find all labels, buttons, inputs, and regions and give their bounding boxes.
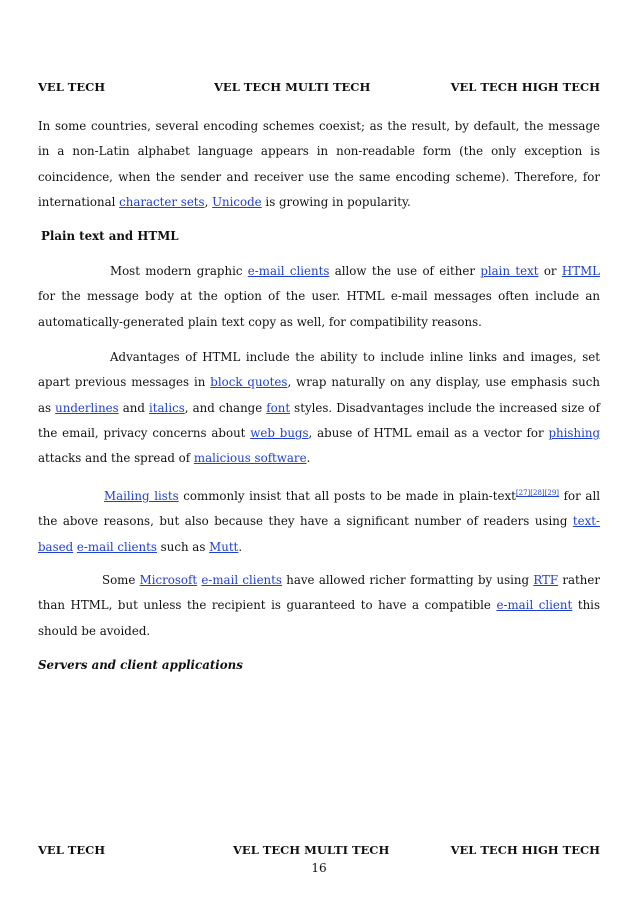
link-email-clients-3[interactable]: e-mail clients — [201, 573, 282, 587]
link-text-based[interactable]: text-based — [38, 514, 600, 554]
link-web-bugs[interactable]: web bugs — [250, 425, 309, 440]
link-italics[interactable]: italics — [149, 400, 185, 415]
reference-28[interactable]: [28] — [530, 489, 545, 497]
header-left: VEL TECH — [38, 80, 106, 94]
paragraph-mailing-lists: Mailing lists commonly insist that all posts to be made in plain-text[27][28][29] for all the above reasons, but also because they have a significant number of readers using text-based e-mail clients such as Mutt. — [38, 488, 601, 554]
link-microsoft[interactable]: Microsoft — [139, 573, 198, 587]
link-email-clients[interactable]: e-mail clients — [247, 264, 330, 278]
footer-left: VEL TECH — [38, 843, 106, 857]
link-plain-text[interactable]: plain text — [480, 264, 539, 278]
link-block-quotes[interactable]: block quotes — [210, 375, 288, 390]
link-mailing-lists[interactable]: Mailing lists — [104, 488, 179, 503]
link-html[interactable]: HTML — [561, 264, 600, 278]
reference-27[interactable]: [27] — [515, 489, 531, 497]
footer-center: VEL TECH MULTI TECH — [233, 843, 390, 857]
footer-right: VEL TECH HIGH TECH — [450, 843, 600, 857]
paragraph-rtf: Some Microsoft e-mail clients have allowed richer formatting by using RTF rather than HTML, but unless the recipient is guaranteed to have a compatible e-mail client this should be avoided. — [38, 573, 600, 638]
paragraph-plain-text: Most modern graphic e-mail clients allow the use of either plain text or HTML for the message body at the option of the user. HTML e-mail messages often include an automatically-generated plain text copy as well, for compatibility reasons. — [38, 264, 600, 329]
heading-servers-client-apps: Servers and client applications — [38, 658, 243, 672]
paragraph-encoding: In some countries, several encoding schemes coexist; as the result, by default, the message in a non-Latin alphabet language appears in non-readable form (the only exception is coincidence, when the sender and receiver use the same encoding scheme). Therefore, for international character sets, Unicode is growing in popularity. — [38, 119, 600, 209]
link-email-client[interactable]: e-mail client — [496, 598, 573, 613]
link-unicode[interactable]: Unicode — [212, 194, 262, 209]
link-character-sets[interactable]: character sets — [119, 194, 205, 209]
header-center: VEL TECH MULTI TECH — [214, 80, 371, 94]
header-right: VEL TECH HIGH TECH — [450, 80, 600, 94]
link-malicious-software[interactable]: malicious software — [193, 451, 307, 466]
heading-plain-text-html: Plain text and HTML — [41, 229, 179, 243]
link-underlines[interactable]: underlines — [55, 400, 119, 415]
paragraph-html-advantages: Advantages of HTML include the ability to include inline links and images, set apart previous messages in block quotes, wrap naturally on any display, use emphasis such as underlines and italics, and change font styles. Disadvantages include the increased size of the email, privacy concerns about web bugs, abuse of HTML email as a vector for phishing attacks and the spread of malicious software. — [38, 350, 600, 466]
link-phishing[interactable]: phishing — [548, 425, 600, 440]
reference-29[interactable]: [29] — [544, 489, 560, 497]
link-rtf[interactable]: RTF — [533, 573, 559, 587]
link-email-clients-2[interactable]: e-mail clients — [76, 539, 157, 554]
link-font[interactable]: font — [266, 400, 291, 415]
page-number: 16 — [311, 861, 327, 875]
link-mutt[interactable]: Mutt — [209, 539, 239, 554]
